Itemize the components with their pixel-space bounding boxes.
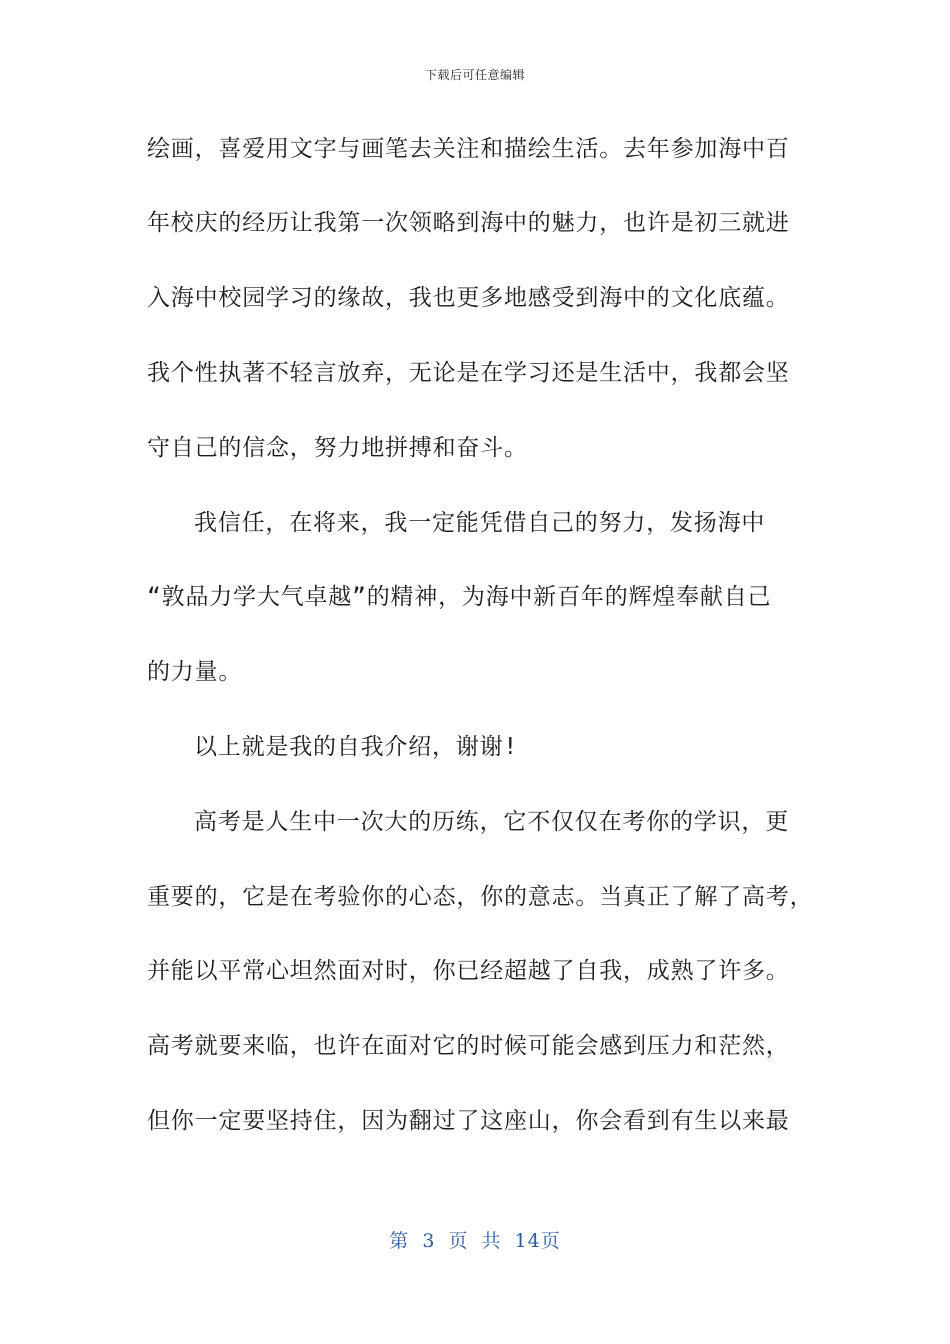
- body-line-4: 我个性执著不轻言放弃，无论是在学习还是生活中，我都会坚: [147, 360, 790, 386]
- page-header: 下载后可任意编辑: [424, 68, 525, 82]
- body-line-9: 以上就是我的自我介绍，谢谢!: [194, 734, 519, 760]
- body-line-6: 我信任，在将来，我一定能凭借自己的努力，发扬海中: [194, 510, 766, 536]
- body-line-12: 并能以平常心坦然面对时，你已经超越了自我，成熟了许多。: [147, 958, 790, 984]
- body-line-5: 守自己的信念，努力地拼搏和奋斗。: [147, 435, 528, 461]
- body-line-14: 但你一定要坚持住，因为翻过了这座山，你会看到有生以来最: [147, 1108, 790, 1134]
- body-line-10: 高考是人生中一次大的历练，它不仅仅在考你的学识，更: [194, 809, 789, 835]
- body-line-2: 年校庆的经历让我第一次领略到海中的魅力，也许是初三就进: [147, 210, 790, 236]
- body-line-1: 绘画，喜爱用文字与画笔去关注和描绘生活。去年参加海中百: [147, 136, 790, 162]
- body-line-7: “敦品力学大气卓越”的精神，为海中新百年的辉煌奉献自己: [147, 584, 772, 610]
- body-line-3: 入海中校园学习的缘故，我也更多地感受到海中的文化底蕴。: [147, 285, 790, 311]
- body-line-11: 重要的，它是在考验你的心态，你的意志。当真正了解了高考，: [147, 884, 814, 910]
- page-number-footer: 第 3 页 共 14页: [389, 1230, 561, 1252]
- body-line-13: 高考就要来临，也许在面对它的时候可能会感到压力和茫然，: [147, 1033, 790, 1059]
- body-line-8: 的力量。: [147, 659, 243, 685]
